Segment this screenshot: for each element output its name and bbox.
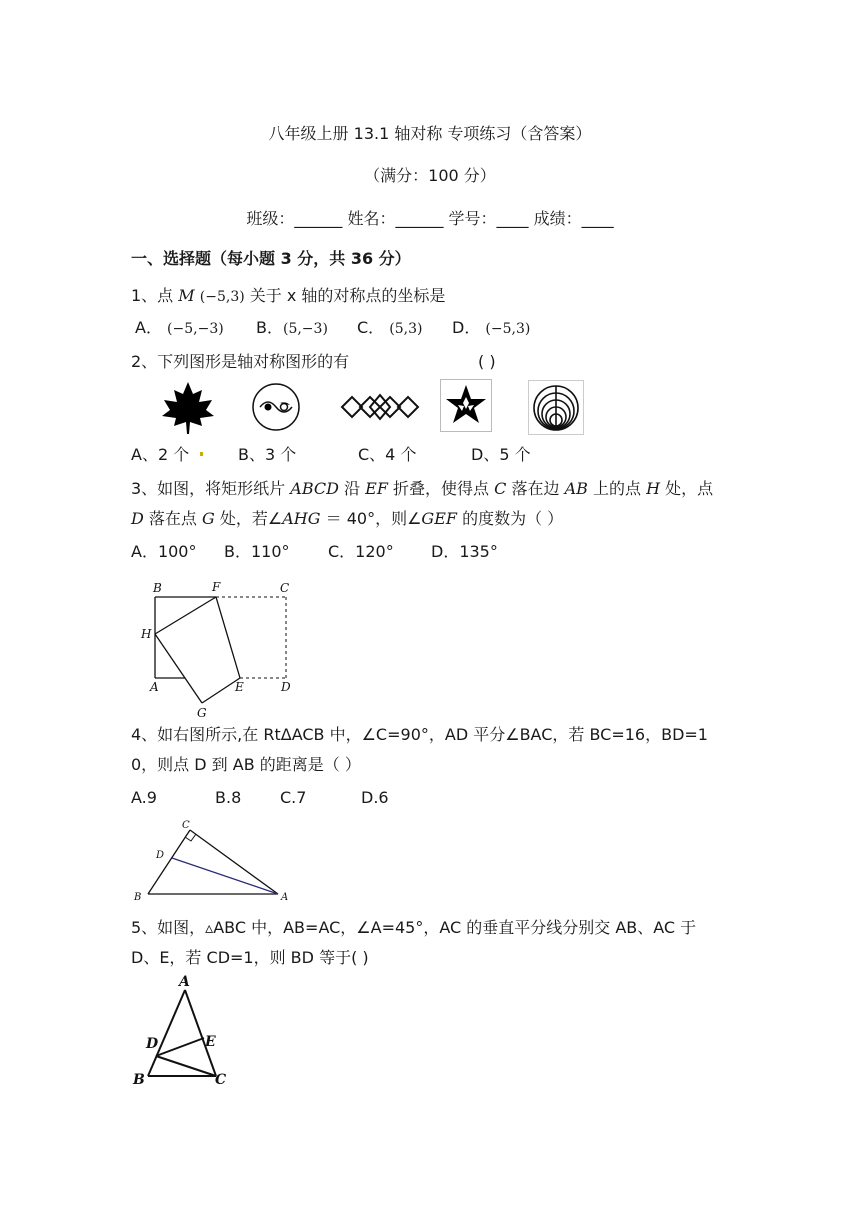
q3-option-a: A．100° (131, 542, 197, 561)
q3-label-c: C (280, 581, 290, 595)
q2-option-b: B、3 个 (238, 445, 297, 464)
q2-answer-bracket: ( ) (478, 352, 496, 371)
q3-label-g: G (197, 706, 207, 720)
q3-label-h: H (141, 627, 152, 641)
q4-option-c: C.7 (280, 788, 307, 807)
page-title: 八年级上册 13.1 轴对称 专项练习（含答案） (268, 124, 592, 143)
stray-mark (200, 452, 203, 456)
q4-option-d: D.6 (361, 788, 389, 807)
q3-option-d: D．135° (431, 542, 498, 561)
q1-suffix: 关于 x 轴的对称点的坐标是 (249, 286, 446, 305)
question-4-line-2: 0，则点 D 到 AB 的距离是（ ） (131, 755, 361, 774)
question-2-stem: 2、下列图形是轴对称图形的有 (131, 352, 350, 371)
q1-option-c: C． (5,3) (357, 318, 423, 337)
q3-option-c: C．120° (328, 542, 394, 561)
q4-triangle-figure (130, 818, 295, 904)
q4-option-b: B.8 (215, 788, 242, 807)
q3-fold-figure (140, 578, 300, 720)
q2-option-a: A、2 个 (131, 445, 190, 464)
q4-option-a: A.9 (131, 788, 157, 807)
q5-triangle-figure (128, 972, 236, 1090)
q1-point-coord: (−5,3) (199, 289, 245, 305)
q4-label-a: A (281, 892, 289, 903)
q3-label-e: E (235, 680, 244, 694)
q5-label-b: B (133, 1072, 145, 1088)
q4-label-c: C (182, 820, 190, 831)
question-5-line-1: 5、如图，▵ABC 中，AB=AC，∠A=45°，AC 的垂直平分线分别交 AB、AC 于 (131, 918, 697, 937)
question-1-stem (131, 286, 445, 307)
q1-prefix: 1、点 (131, 286, 174, 305)
q1-option-b: B．(5,−3) (256, 318, 328, 337)
q3-label-d: D (281, 680, 291, 694)
score-line: （满分：100 分） (364, 166, 496, 185)
q5-label-e: E (205, 1034, 216, 1050)
q3-label-a: A (150, 680, 159, 694)
nested-circles-figure (528, 380, 584, 435)
q4-label-b: B (134, 892, 142, 903)
q4-label-d: D (156, 850, 165, 861)
q5-label-d: D (146, 1036, 159, 1052)
question-5-line-2: D、E，若 CD=1，则 BD 等于( ) (131, 948, 369, 967)
q3-label-b: B (153, 581, 162, 595)
pentagon-star-figure (440, 379, 492, 432)
question-3-line-1: 3、如图，将矩形纸片 ABCD 沿 EF 折叠，使得点 C 落在边 AB 上的点 H 处，点 (131, 479, 714, 498)
q1-point: M (178, 286, 195, 305)
yin-yang-figure (250, 381, 302, 433)
q3-label-f: F (212, 580, 221, 594)
knot-pattern-figure (340, 390, 420, 424)
question-4-line-1: 4、如右图所示,在 RtΔACB 中，∠C=90°，AD 平分∠BAC，若 BC=16，BD=1 (131, 725, 708, 744)
q3-option-b: B．110° (224, 542, 290, 561)
q2-option-d: D、5 个 (471, 445, 531, 464)
maple-leaf-figure (160, 380, 216, 434)
q1-option-a: A． (−5,−3) (135, 318, 224, 337)
q5-label-a: A (179, 974, 190, 990)
q1-option-d: D． (−5,3) (452, 318, 531, 337)
question-3-line-2: D 落在点 G 处，若∠AHG ＝ 40°，则∠GEF 的度数为（ ） (131, 509, 564, 528)
q5-label-c: C (215, 1072, 227, 1088)
section-heading: 一、选择题（每小题 3 分，共 36 分） (131, 249, 411, 268)
student-info-line: 班级：______ 姓名：______ 学号：____ 成绩：____ (246, 209, 614, 228)
q2-option-c: C、4 个 (358, 445, 417, 464)
